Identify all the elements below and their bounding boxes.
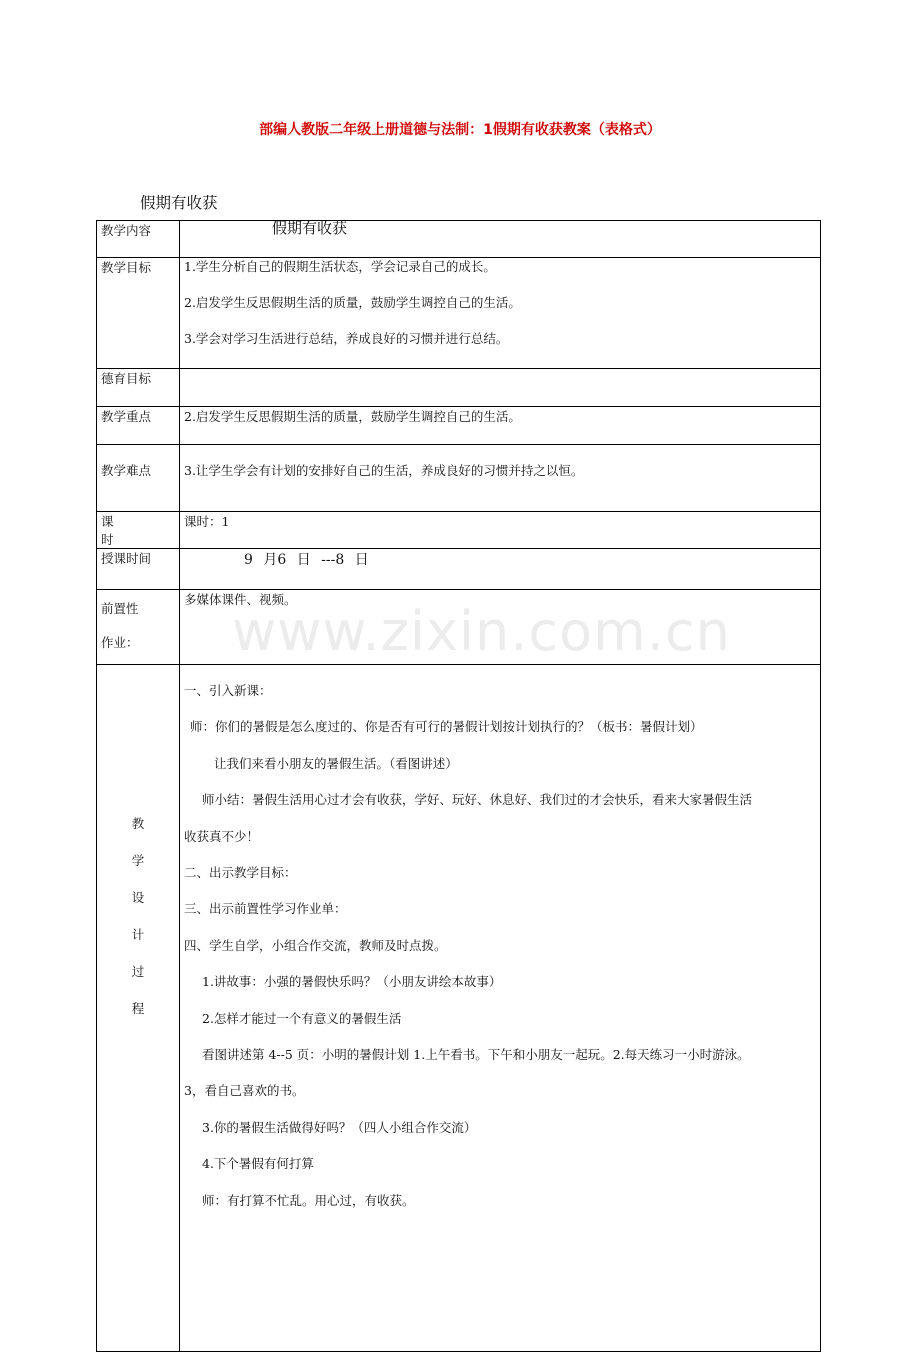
design-line: 3，看自己喜欢的书。 — [184, 1083, 305, 1099]
design-line: 四、学生自学，小组合作交流，教师及时点拨。 — [184, 937, 447, 953]
watermark: www.zixin.com.cn — [232, 600, 731, 663]
pre-homework-label — [97, 590, 180, 665]
design-line: 三、出示前置性学习作业单： — [184, 901, 347, 917]
goal-item: 2.启发学生反思假期生活的质量，鼓励学生调控自己的生活。 — [184, 295, 521, 310]
design-label-char: 教 — [131, 816, 145, 831]
table-row-hours — [97, 512, 821, 549]
table-row-key-point — [97, 407, 821, 445]
design-line: 收获真不少！ — [184, 828, 260, 844]
goal-item: 1.学生分析自己的假期生活状态，学会记录自己的成长。 — [184, 259, 496, 274]
time-label: 授课时间 — [97, 549, 180, 590]
lesson-plan-table — [96, 220, 821, 1352]
design-label-char: 计 — [131, 927, 145, 942]
content-value: 假期有收获 — [180, 221, 821, 258]
moral-label: 德育目标 — [97, 369, 180, 407]
design-label-char: 程 — [131, 1001, 145, 1016]
goal-list — [180, 258, 821, 369]
content-label: 教学内容 — [97, 221, 180, 258]
design-line: 看图讲述第 4--5 页：小明的暑假计划 1.上午看书。下午和小朋友一起玩。2.每天练习一小时游泳。 — [202, 1047, 750, 1063]
key-point-label: 教学重点 — [97, 407, 180, 445]
design-line: 一、引入新课： — [184, 683, 272, 698]
table-row-moral — [97, 369, 821, 407]
table-row-design-process — [97, 665, 821, 1352]
table-row-time — [97, 549, 821, 590]
design-line: 4.下个暑假有何打算 — [202, 1156, 314, 1172]
pre-homework-label-line: 作业： — [101, 635, 139, 650]
moral-value — [180, 369, 821, 407]
design-process-content — [180, 665, 821, 1352]
design-line: 让我们来看小朋友的暑假生活。（看图讲述） — [214, 755, 458, 771]
difficulty-label: 教学难点 — [97, 445, 180, 512]
table-row-goals — [97, 258, 821, 369]
hours-label — [97, 512, 180, 549]
design-line: 2.怎样才能过一个有意义的暑假生活 — [202, 1010, 402, 1026]
table-row-difficulty — [97, 445, 821, 512]
difficulty-value: 3.让学生学会有计划的安排好自己的生活，养成良好的习惯并持之以恒。 — [180, 445, 821, 512]
design-label-char: 过 — [131, 964, 145, 979]
goal-label: 教学目标 — [97, 258, 180, 369]
design-process-label — [97, 665, 180, 1352]
hours-value: 课时：1 — [180, 512, 821, 549]
design-line: 二、出示教学目标： — [184, 865, 297, 881]
hours-label-part: 课 — [101, 514, 114, 529]
hours-label-part: 时 — [101, 532, 114, 547]
design-line: 1.讲故事：小强的暑假快乐吗？（小朋友讲绘本故事） — [202, 974, 502, 990]
design-line: 3.你的暑假生活做得好吗？（四人小组合作交流） — [202, 1119, 477, 1135]
design-line: 师：你们的暑假是怎么度过的、你是否有可行的暑假计划按计划执行的？（板书：暑假计划） — [190, 719, 703, 735]
design-label-char: 设 — [131, 890, 145, 905]
document-subtitle: 假期有收获 — [140, 194, 218, 212]
design-label-char: 学 — [131, 853, 145, 868]
goal-item: 3.学会对学习生活进行总结，养成良好的习惯并进行总结。 — [184, 331, 509, 346]
design-line: 师小结：暑假生活用心过才会有收获，学好、玩好、休息好、我们过的才会快乐，看来大家暑假生活 — [202, 792, 753, 808]
document-title: 部编人教版二年级上册道德与法制：1假期有收获教案（表格式） — [259, 122, 661, 138]
table-row-pre-homework — [97, 590, 821, 665]
design-line: 师：有打算不忙乱。用心过，有收获。 — [202, 1192, 415, 1208]
key-point-value: 2.启发学生反思假期生活的质量，鼓励学生调控自己的生活。 — [180, 407, 821, 445]
table-row-content — [97, 221, 821, 258]
time-value: 9 月6 日 ---8 日 — [180, 549, 821, 590]
pre-homework-value: 多媒体课件、视频。 — [180, 590, 821, 665]
pre-homework-label-line: 前置性 — [101, 601, 139, 616]
